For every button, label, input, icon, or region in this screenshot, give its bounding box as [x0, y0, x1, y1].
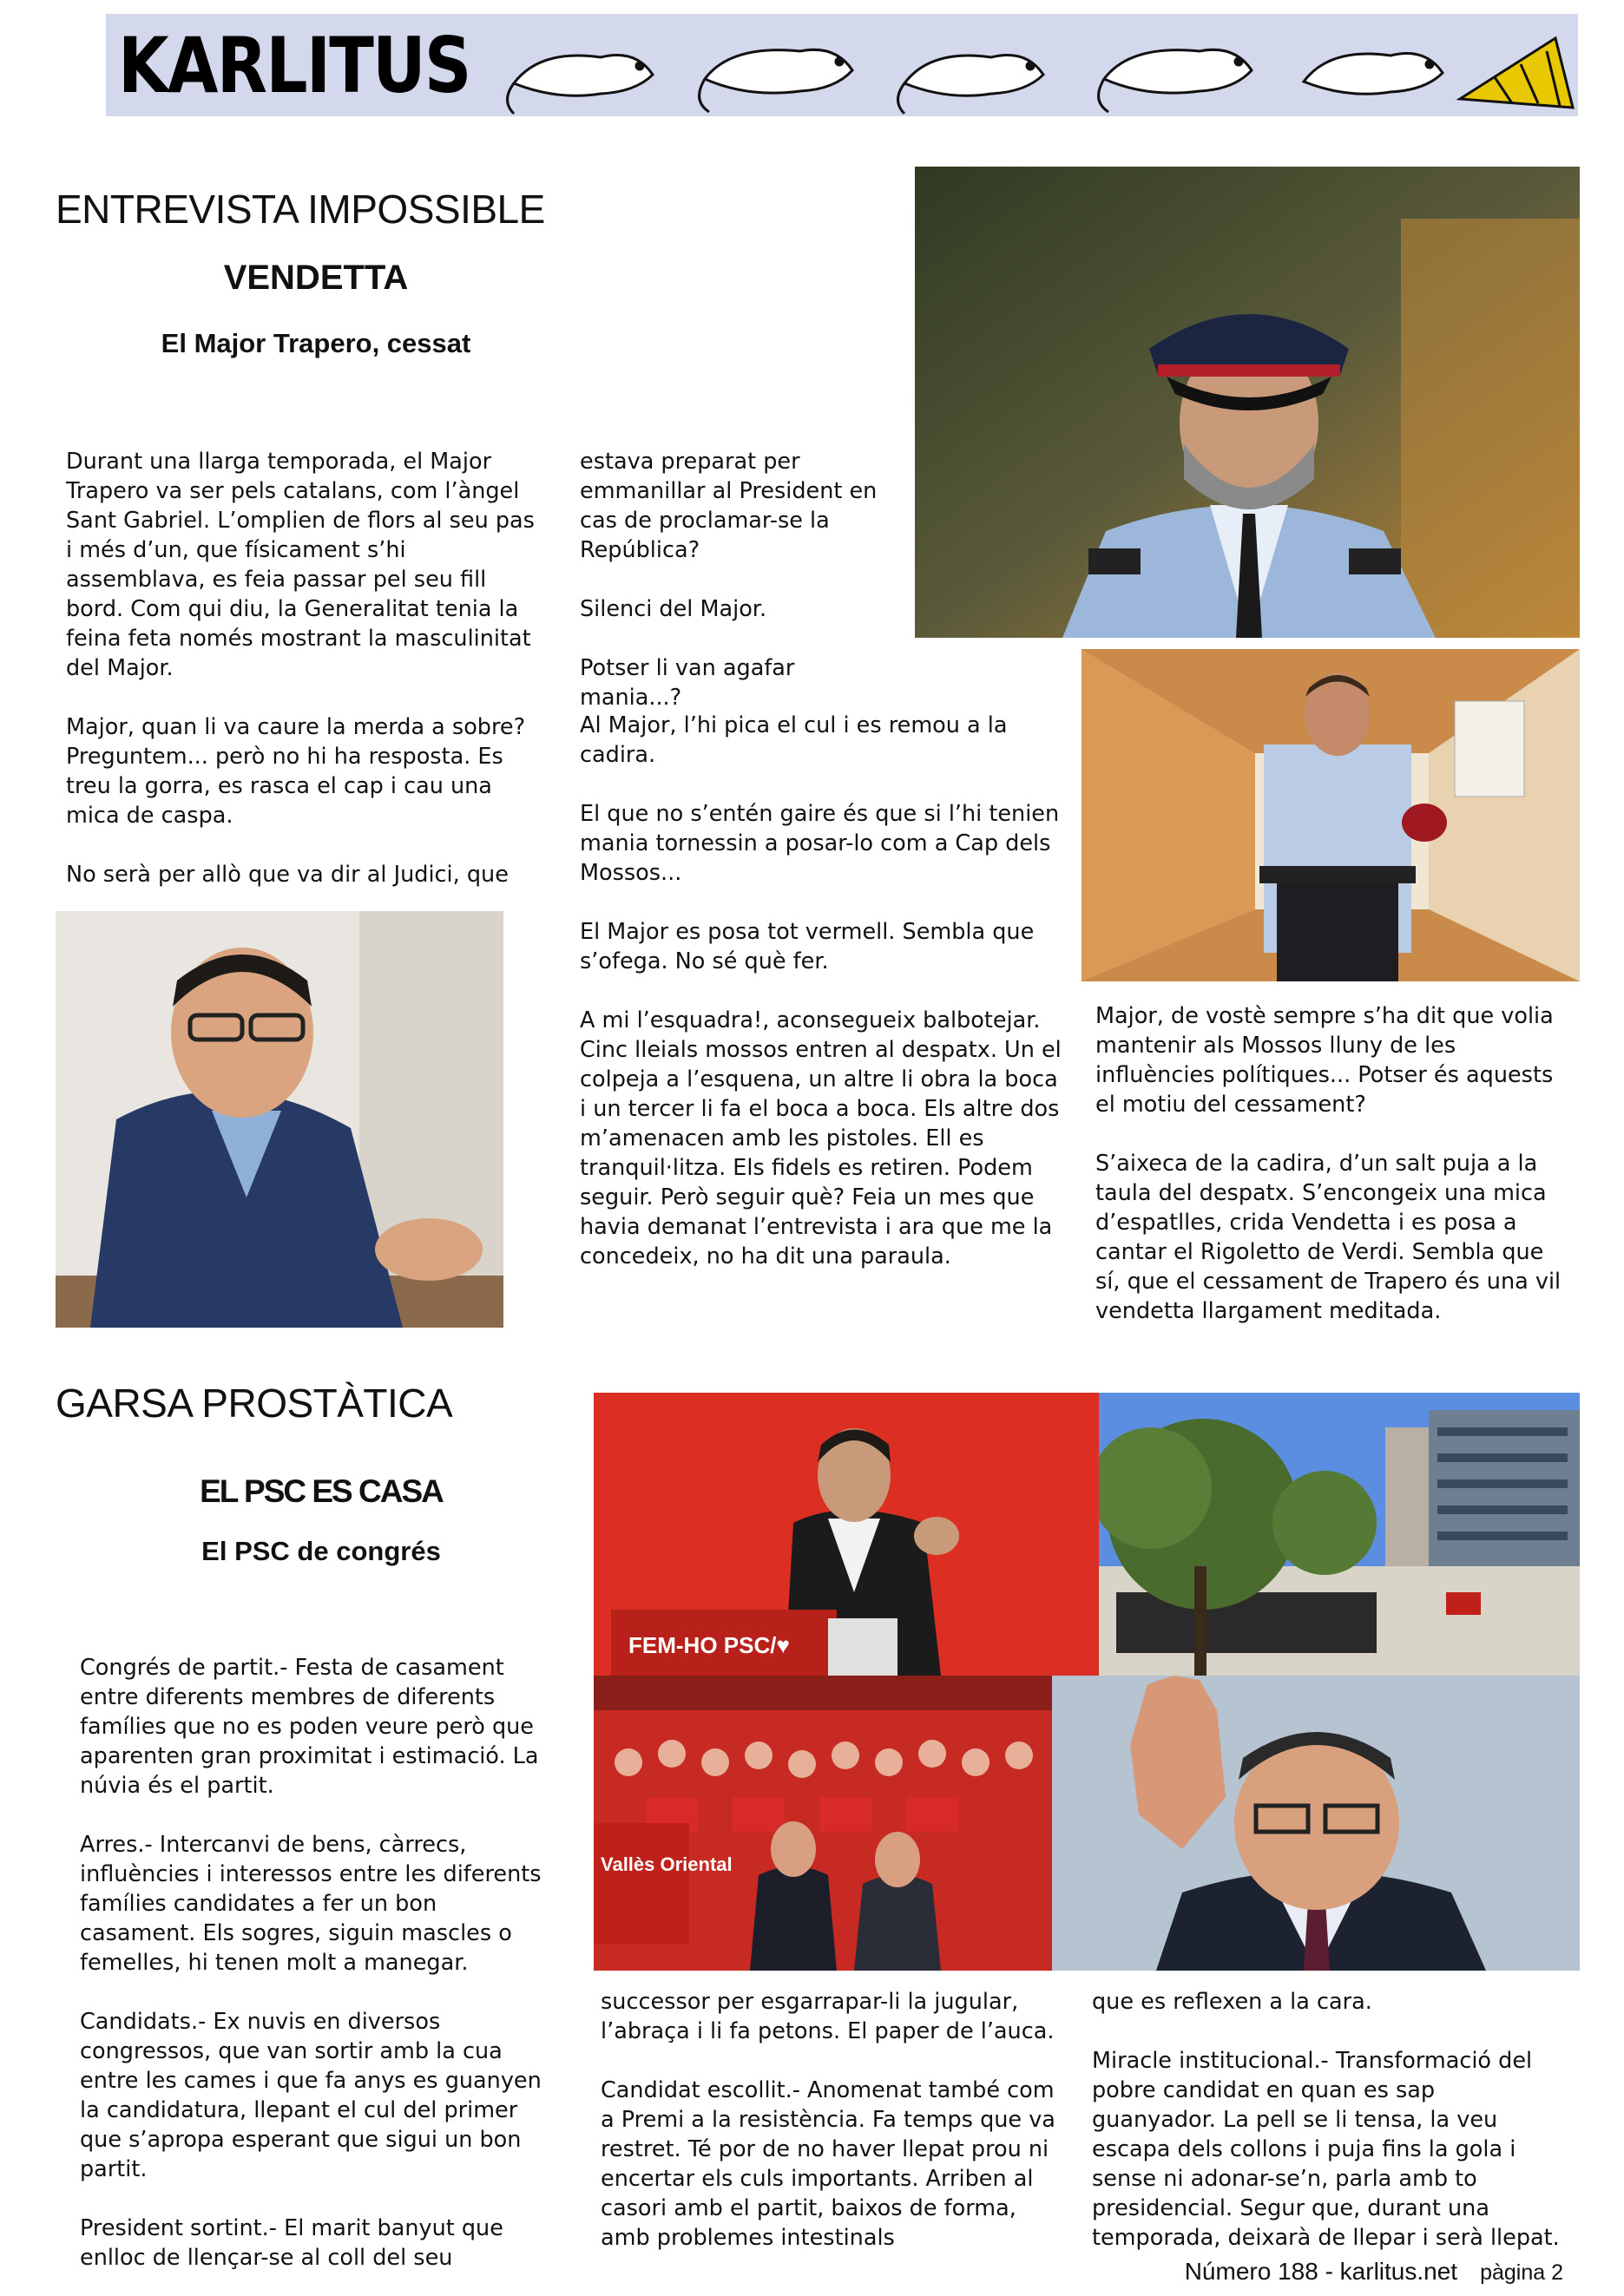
photo-politician-seated — [56, 911, 503, 1328]
photo-officer-cap — [915, 167, 1580, 638]
paragraph: Arres.- Intercanvi de bens, càrrecs, influències i interessos entre les diferents famílies candidates a fer un bon casament. Els sogres, siguin mascles o femelles, hi tenen molt a manegar. — [80, 1832, 542, 1976]
article1-column-2 — [580, 711, 1066, 1271]
article1-column-2-top — [580, 447, 901, 712]
headline: VENDETTA — [223, 259, 409, 297]
paragraph: estava preparat per emmanillar al President en cas de proclamar-se la República? — [580, 449, 878, 563]
photo-speaker-stage — [594, 1393, 1099, 1676]
photo-headquarters-building — [1099, 1393, 1580, 1676]
article1-column-3 — [1095, 1001, 1564, 1326]
paragraph: Candidat escollit.- Anomenat també com a Premi a la resistència. Fa temps que va restret. Té por de no haver llepat prou ni encertar els culs importants. Arriben al casori amb el partit, baixos de forma, amb problemes intestinals — [601, 2077, 1055, 2251]
paragraph: Durant una llarga temporada, el Major Trapero va ser pels catalans, com l’àngel Sant Gabriel. L’omplien de flors al seu pas i més d’un, que físicament s’hi assemblava, es feia passar pel seu fill bord. Com qui diu, la Generalitat tenia la feina feta només mostrant la masculinitat del Major. — [66, 449, 535, 681]
paragraph: El que no s’entén gaire és que si l’hi tenien mania tornessin a posar-lo com a Cap dels Mossos... — [580, 801, 1060, 886]
paragraph: No serà per allò que va dir al Judici, que — [66, 862, 509, 888]
page-number: pàgina 2 — [1480, 2260, 1563, 2285]
paragraph: successor per esgarrapar-li la jugular, l’abraça i li fa petons. El paper de l’auca. — [601, 1989, 1055, 2044]
photo-officer-corridor — [1082, 649, 1580, 981]
masthead — [106, 14, 1578, 116]
paragraph: Candidats.- Ex nuvis en diversos congressos, que van sortir amb la cua entre les cames i que fa anys es guanyen la candidatura, llepant el cul del primer que s’apropa esperant que sigui un bon partit. — [80, 2009, 542, 2182]
photo-politician-waving — [1052, 1676, 1580, 1971]
paragraph: Major, quan li va caure la merda a sobre? Preguntem... però no hi ha resposta. Es treu la gorra, es rasca el cap i cau una mica de caspa. — [66, 714, 526, 829]
paragraph: que es reflexen a la cara. — [1092, 1989, 1372, 2015]
masthead-title: KARLITUS — [118, 21, 470, 110]
article1-column-1 — [66, 447, 535, 889]
article2-column-2 — [601, 1987, 1069, 2253]
headline: EL PSC ES CASA — [200, 1473, 443, 1509]
paragraph: Silenci del Major. — [580, 596, 767, 622]
photo-congress-audience — [594, 1676, 1052, 1971]
section-title: GARSA PROSTÀTICA — [56, 1381, 453, 1426]
rats-illustration — [488, 14, 1578, 116]
banner-text: Vallès Oriental — [601, 1853, 733, 1875]
paragraph: S’aixeca de la cadira, d’un salt puja a la taula del despatx. S’encongeix una mica d’espatlles, crida Vendetta i es posa a cantar el Rigoletto de Verdi. Sembla que sí, que el cessament de Trapero és una vil vendetta llargament meditada. — [1095, 1151, 1562, 1324]
article2-column-1 — [80, 1653, 549, 2273]
paragraph: El Major es posa tot vermell. Sembla que s’ofega. No sé què fer. — [580, 919, 1035, 974]
paragraph: President sortint.- El marit banyut que enlloc de llençar-se al coll del seu — [80, 2215, 503, 2271]
issue-number: Número 188 - karlitus.net — [1184, 2258, 1458, 2285]
paragraph: Potser li van agafar mania...? — [580, 655, 795, 711]
paragraph: Congrés de partit.- Festa de casament entre diferents membres de diferents famílies que no es poden veure però que aparenten gran proximitat i estimació. La núvia és el partit. — [80, 1655, 539, 1799]
paragraph: Al Major, l’hi pica el cul i es remou a la cadira. — [580, 712, 1008, 768]
subhead: El Major Trapero, cessat — [161, 328, 471, 358]
stage-sign: FEM-HO PSC/♥ — [628, 1632, 790, 1658]
paragraph: A mi l’esquadra!, aconsegueix balbotejar. Cinc lleials mossos entren al despatx. Un el colpeja a l’esquena, un altre li obra la boca i un tercer li fa el boca a boca. Els altre dos m’amenacen amb les pistoles. Ell es tranquil·litza. Els fidels es retiren. Podem seguir. Però seguir què? Feia un mes que havia demanat l’entrevista i ara que me la concedeix, no ha dit una paraula. — [580, 1007, 1062, 1269]
page-footer — [1185, 2258, 1563, 2286]
subhead: El PSC de congrés — [201, 1536, 441, 1566]
paragraph: Major, de vostè sempre s’ha dit que volia mantenir als Mossos lluny de les influències polítiques... Potser és aquests el motiu del cessament? — [1095, 1003, 1554, 1118]
section-title: ENTREVISTA IMPOSSIBLE — [56, 187, 545, 232]
paragraph: Miracle institucional.- Transformació del pobre candidat en quan es sap guanyador. La pell se li tensa, la veu escapa dels collons i puja fins la gola i sense ni adonar-se’n, parla amb to presidencial. Segur que, durant una temporada, deixarà de llepar i serà llepat. — [1092, 2048, 1560, 2251]
article2-column-3 — [1092, 1987, 1561, 2253]
